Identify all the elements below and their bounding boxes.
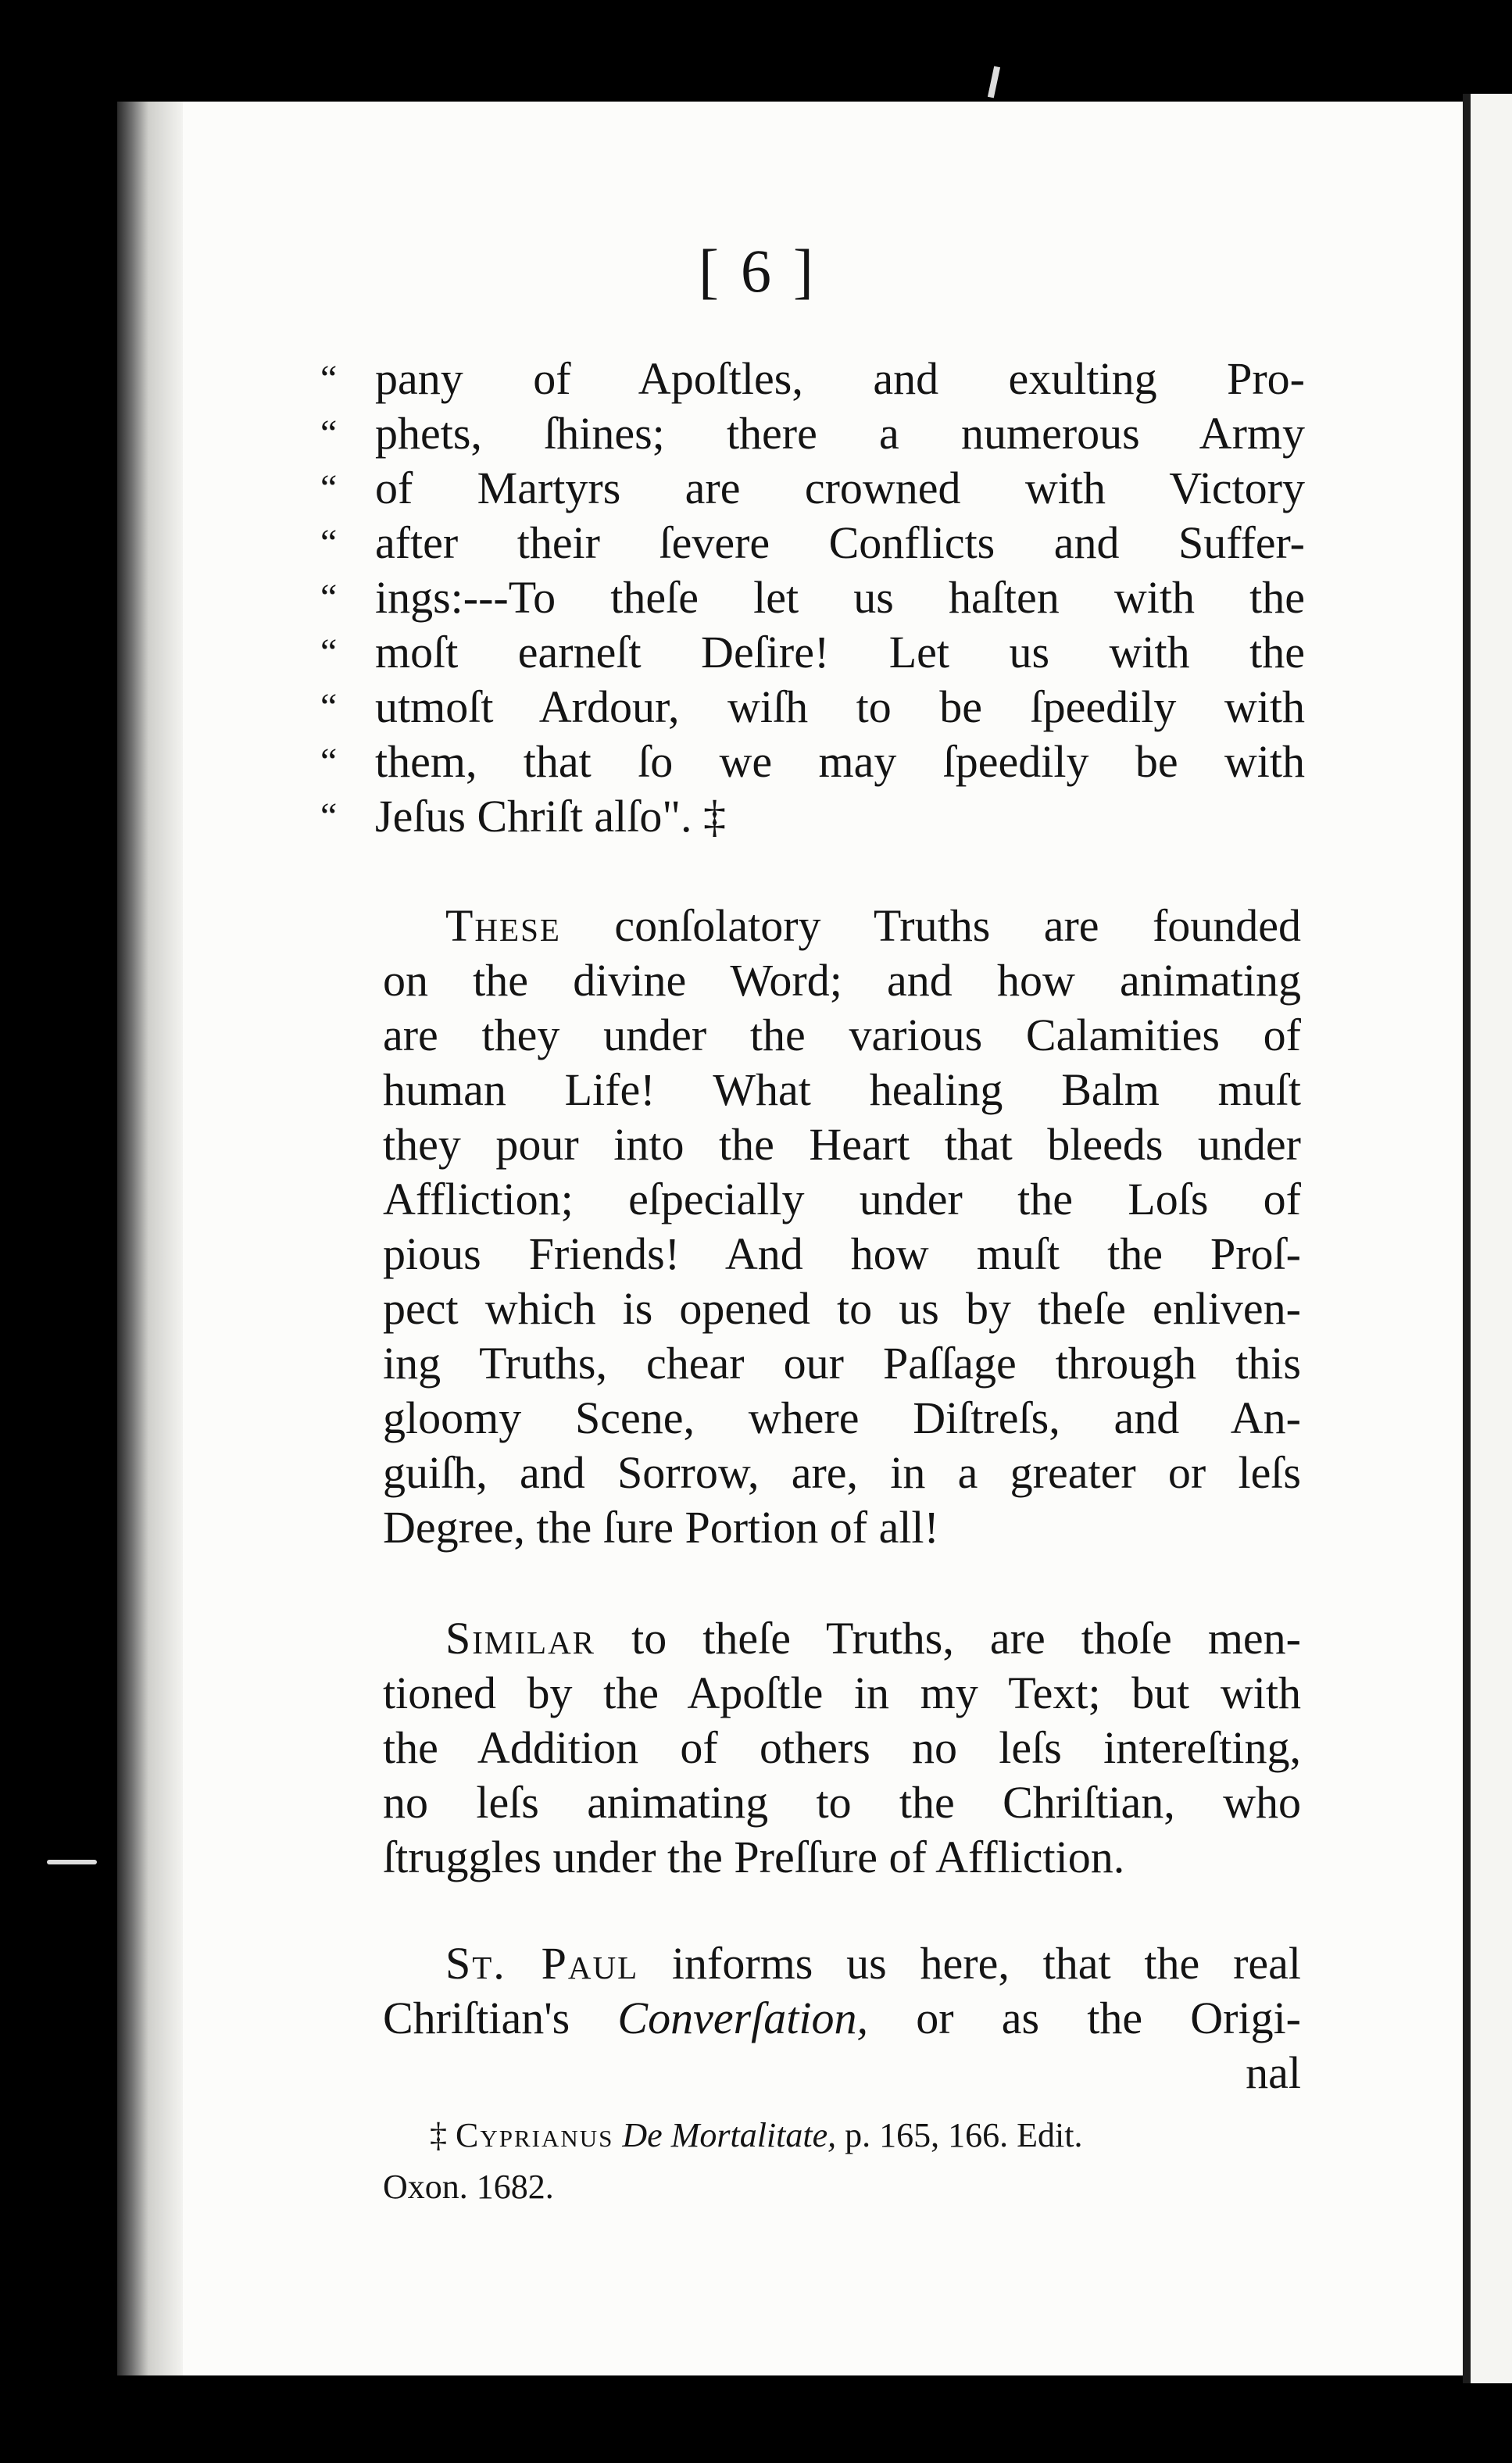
paragraph-line: pect which is opened to us by theſe enliven- <box>383 1283 1301 1334</box>
paragraph-line <box>383 1991 1301 2046</box>
scan-speck <box>988 66 1000 98</box>
quote-text: Jeſus Chriſt alſo". ‡ <box>375 791 726 842</box>
footnote-author: Cyprianus <box>456 2116 614 2154</box>
paragraph-lead-word: These <box>445 900 561 951</box>
paragraph-similar <box>383 1611 1301 1885</box>
bracket-close: ] <box>793 237 813 305</box>
quote-line <box>320 570 1305 625</box>
quote-mark: “ <box>320 631 338 673</box>
quote-text: them, that ſo we may ſpeedily be with <box>375 736 1305 787</box>
paragraph-line: guiſh, and Sorrow, are, in a greater or leſs <box>383 1447 1301 1498</box>
paragraph-line: ſtruggles under the Preſſure of Affliction. <box>383 1832 1125 1882</box>
quote-line <box>320 461 1305 516</box>
paragraph-line: tioned by the Apoſtle in my Text; but with <box>383 1668 1301 1718</box>
quote-line <box>320 516 1305 570</box>
bracket-open: [ <box>699 237 719 305</box>
paragraph-line <box>383 899 1301 953</box>
footnote-dagger: ‡ <box>430 2116 447 2154</box>
quote-mark: “ <box>320 522 338 563</box>
paragraph-lead-word: Similar <box>445 1613 596 1664</box>
page-gutter-shadow <box>117 102 183 2375</box>
paragraph-line: they pour into the Heart that bleeds under <box>383 1119 1301 1170</box>
italic-term: Converſation, <box>617 1993 869 2043</box>
quote-text: ings:---To theſe let us haſten with the <box>375 572 1305 623</box>
footnote-line <box>383 2110 1301 2161</box>
footnote-line: Oxon. 1682. <box>383 2168 554 2206</box>
paragraph-line <box>383 1936 1301 1991</box>
paragraph-text: to theſe Truths, are thoſe men- <box>595 1613 1301 1664</box>
footnote-work: De Mortalitate, <box>622 2116 837 2154</box>
paragraph-these <box>383 899 1301 1555</box>
quote-text: after their ſevere Conflicts and Suffer- <box>375 517 1305 568</box>
footnote <box>383 2110 1301 2213</box>
paragraph-text: or as the Origi- <box>868 1993 1301 2043</box>
scan-speck <box>47 1860 97 1864</box>
paragraph-line: ing Truths, chear our Paſſage through this <box>383 1338 1301 1389</box>
quote-mark: “ <box>320 413 338 454</box>
footnote-text: p. 165, 166. Edit. <box>836 2116 1083 2154</box>
paragraph-line <box>383 1611 1301 1666</box>
paragraph-text: conſolatory Truths are founded <box>560 900 1301 951</box>
quote-line <box>320 352 1305 406</box>
quote-text: moſt earneſt Deſire! Let us with the <box>375 627 1305 677</box>
paragraph-line: Affliction; eſpecially under the Loſs of <box>383 1174 1301 1224</box>
quote-mark: “ <box>320 795 338 837</box>
paragraph-lead-word: St. Paul <box>445 1938 639 1989</box>
quote-text: phets, ſhines; there a numerous Army <box>375 408 1305 459</box>
paragraph-line: Degree, the ſure Portion of all! <box>383 1502 939 1553</box>
quote-text: utmoſt Ardour, wiſh to be ſpeedily with <box>375 681 1305 732</box>
quote-line <box>320 789 1305 844</box>
paragraph-line: on the divine Word; and how animating <box>383 955 1301 1006</box>
paragraph-line: no leſs animating to the Chriſtian, who <box>383 1777 1301 1828</box>
quote-mark: “ <box>320 741 338 782</box>
paragraph-line: gloomy Scene, where Diſtreſs, and An- <box>383 1392 1301 1443</box>
page-number <box>0 237 1512 305</box>
quote-text: pany of Apoſtles, and exulting Pro- <box>375 353 1305 404</box>
paragraph-st-paul <box>383 1936 1301 2100</box>
paragraph-line: nal <box>1246 2047 1301 2098</box>
quote-line <box>320 735 1305 789</box>
paragraph-line: pious Friends! And how muſt the Proſ- <box>383 1228 1301 1279</box>
quote-mark: “ <box>320 686 338 727</box>
quote-line <box>320 680 1305 735</box>
quote-text: of Martyrs are crowned with Victory <box>375 463 1305 513</box>
quote-line <box>320 406 1305 461</box>
page-number-value: 6 <box>741 237 771 305</box>
paragraph-text: informs us here, that the real <box>638 1938 1301 1989</box>
facing-page-gutter <box>1463 94 1471 2383</box>
paragraph-line: the Addition of others no leſs intereſting, <box>383 1722 1301 1773</box>
quote-mark: “ <box>320 467 338 509</box>
paragraph-text: Chriſtian's <box>383 1993 618 2043</box>
quote-mark: “ <box>320 358 338 399</box>
quotation-block <box>320 352 1305 844</box>
paragraph-line: are they under the various Calamities of <box>383 1010 1301 1060</box>
quote-mark: “ <box>320 577 338 618</box>
quote-line <box>320 625 1305 680</box>
paragraph-line: human Life! What healing Balm muſt <box>383 1064 1301 1115</box>
